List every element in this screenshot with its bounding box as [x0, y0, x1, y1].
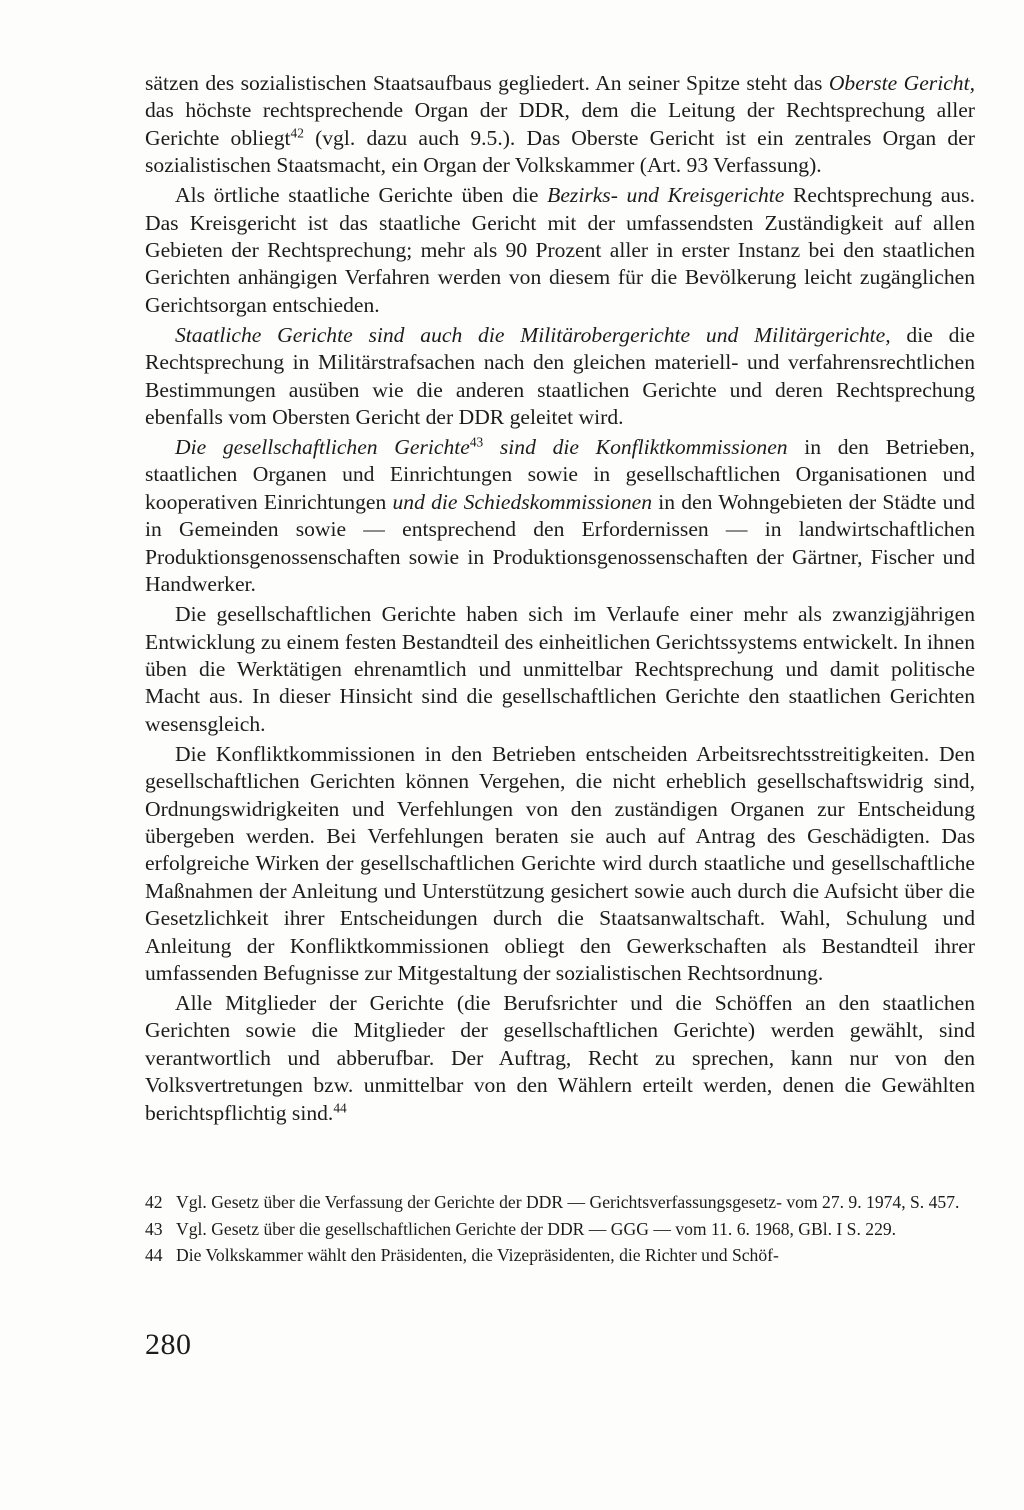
italic-text: Staatliche Gerichte sind auch die Militärobergerichte und Militärgerichte,: [175, 322, 891, 347]
italic-text: Oberste Gericht,: [828, 71, 975, 95]
paragraph: [145, 182, 975, 319]
footnote-text: Vgl. Gesetz über die Verfassung der Gerichte der DDR — Gerichtsverfassungsgesetz- vom 27. 9. 1974, S. 457.: [176, 1192, 960, 1212]
text-run: das höchste rechtsprechende Organ der DDR, dem die Leitung der Rechtsprechung aller Gerichte obliegt: [145, 98, 975, 150]
footnote-number: 44: [145, 1245, 163, 1266]
footnote-ref: 44: [333, 1100, 347, 1116]
text-run: in den Betrieben, staatlichen Organen und Einrichtungen sowie in gesellschaftlichen Organisationen und kooperativen Einrichtungen: [145, 435, 975, 514]
text-run: die die Rechtsprechung in Militärstrafsachen nach den gleichen materiell- und verfahrensrechtlichen Bestimmungen ausüben wie die anderen staatlichen Gerichte und deren Rechtsprechung ebenfalls vom Obersten Gericht der DDR geleitet wird.: [145, 322, 975, 430]
paragraph: [145, 741, 975, 988]
text-run: Die Konfliktkommissionen in den Betrieben entscheiden Arbeitsrechtsstreitigkeiten. Den gesellschaftlichen Gerichten können Vergehen, die nicht erheblich gesellschaftswidrig sind, Ordnungswidrigkeiten und Verfehlungen von den zuständigen Organen zur Entscheidung übergeben werden. Bei Verfehlungen beraten sie auch auf Antrag des Geschädigten. Das erfolgreiche Wirken der gesellschaftlichen Gerichte wird durch staatliche und gesellschaftliche Maßnahmen der Anleitung und Unterstützung gesichert sowie auch durch die Aufsicht über die Gesetzlichkeit ihrer Entscheidungen durch die Staatsanwaltschaft. Wahl, Schulung und Anleitung der Konfliktkommissionen obliegt den Gewerkschaften als Bestandteil ihrer umfassenden Befugnisse zur Mitgestaltung der sozialistischen Rechtsordnung.: [145, 741, 975, 985]
paragraph: [145, 434, 975, 598]
text-run: Die gesellschaftlichen Gerichte haben sich im Verlaufe einer mehr als zwanzigjährigen Entwicklung zu einem festen Bestandteil des einheitlichen Gerichtssystems entwickelt. In ihnen üben die Werktätigen ehrenamtlich und unmittelbar Rechtsprechung und damit politische Macht aus. In dieser Hinsicht sind die gesellschaftlichen Gerichte den staatlichen Gerichten wesensgleich.: [145, 602, 975, 736]
body-text: [145, 70, 975, 1130]
footnote-text: Die Volkskammer wählt den Präsidenten, die Vizepräsidenten, die Richter und Schöf-: [176, 1245, 779, 1266]
footnote-number: 42: [145, 1192, 163, 1212]
italic-text: Die gesellschaftlichen Gerichte: [175, 435, 470, 460]
footnote-ref: 43: [469, 434, 484, 450]
footnote-number: 43: [145, 1218, 163, 1239]
text-run: sätzen des sozialistischen Staatsaufbaus gegliedert. An seiner Spitze steht das: [145, 71, 829, 95]
paragraph: [145, 601, 975, 738]
text-run: Als örtliche staatliche Gerichte üben die: [175, 183, 548, 208]
paragraph: [145, 70, 975, 180]
text-run: (vgl. dazu auch 9.5.). Das Oberste Gericht ist ein zentrales Organ der sozialistischen Staatsmacht, ein Organ der Volkskammer (Art. 93 Verfassung).: [145, 125, 975, 178]
text-run: Alle Mitglieder der Gerichte (die Berufsrichter und die Schöffen an den staatlichen Gerichten sowie die Mitglieder der gesellschaftlichen Gerichte) werden gewählt, sind verantwortlich und abberufbar. Der Auftrag, Recht zu sprechen, kann nur von den Volksvertretungen bzw. unmittelbar von den Wählern erteilt werden, denen die Gewählten berichtspflichtig sind.: [145, 990, 975, 1125]
page-number: 280: [145, 1328, 192, 1361]
footnote: [145, 1192, 975, 1214]
footnote-text: Vgl. Gesetz über die gesellschaftlichen Gerichte der DDR — GGG — vom 11. 6. 1968, GBl. I S. 229.: [176, 1218, 897, 1239]
paragraph: [145, 322, 975, 432]
italic-text: und die Schiedskommissionen: [392, 489, 652, 514]
footnote-ref: 42: [290, 125, 304, 141]
text-run: in den Wohngebieten der Städte und in Gemeinden sowie — entsprechend den Erfordernissen — in landwirtschaftlichen Produktionsgenossenschaften sowie in Produktionsgenossenschaften der Gärtner, Fischer und Handwerker.: [145, 489, 975, 597]
paragraph: [145, 990, 975, 1127]
text-run: Rechtsprechung aus. Das Kreisgericht ist das staatliche Gericht mit der umfassendsten Zuständigkeit auf allen Gebieten der Rechtsprechung; mehr als 90 Prozent aller in erster Instanz bei den staatlichen Gerichten anhängigen Verfahren werden von diesem für die Bevölkerung leicht zugänglichen Gerichtsorgan entschieden.: [145, 183, 975, 317]
italic-text: Bezirks- und Kreisgerichte: [547, 183, 785, 208]
italic-text: sind die Konfliktkommissionen: [483, 435, 788, 460]
footnote: [145, 1219, 975, 1241]
footnotes: [145, 1192, 975, 1272]
footnote: [145, 1245, 975, 1267]
